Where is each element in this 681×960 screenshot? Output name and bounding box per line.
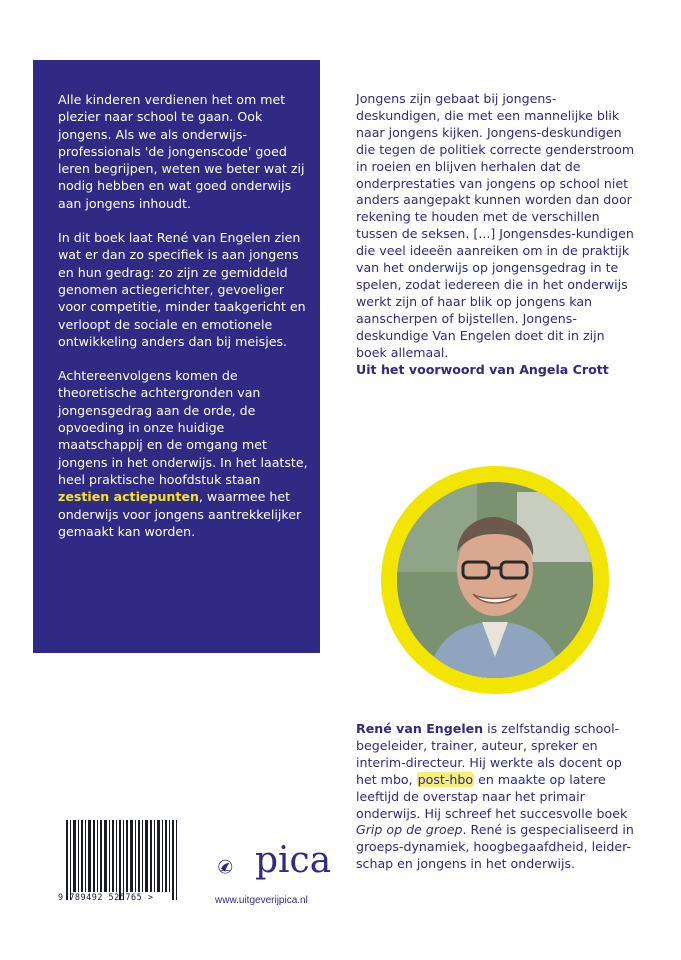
bio-text-1: is zelfstandig school-begeleider, trainer, auteur, spreker en interim-directeur. Hij werkte als docent op het mbo, <box>356 721 622 787</box>
post-hbo-highlight: post-hbo <box>417 771 474 787</box>
paragraph-3-before: Achtereenvolgens komen de theoretische achtergronden van jongensgedrag aan de orde, de opvoeding in onze huidige maatschappij en de omgang met jongens in het onderwijs. In het laatste, heel praktische hoofdstuk staan <box>58 368 308 487</box>
publisher-name: pica <box>255 840 332 881</box>
paragraph-3-after: , waarmee het onderwijs voor jongens aantrekkelijker gemaakt kan worden. <box>58 489 302 539</box>
panel-paragraph-3 <box>58 367 308 540</box>
panel-text <box>58 91 308 557</box>
foreword-quote-block <box>356 91 636 378</box>
panel-paragraph-2: In dit boek laat René van Engelen zien wat er dan zo specifiek is aan jongens en hun gedrag: zo zijn ze gemiddeld genomen actiegerichter, gevoeliger voor competitie, minder taakgericht en verloopt de sociale en emotionele ontwikkeling anders dan bij meisjes. <box>58 230 306 349</box>
author-portrait-illustration <box>397 482 593 678</box>
foreword-quote: Jongens zijn gebaat bij jongens-deskundigen, die met een mannelijke blik naar jongens kijken. Jongens-deskundigen die tegen de politiek correcte genderstroom in roeien en blijven herhalen dat de onderprestaties van jongens op school niet anders aangepakt kunnen worden dan door rekening te houden met de verschillen tussen de seksen. [...] Jongensdes-kundigen die veel ideeën aanreiken om in de praktijk van het onderwijs op jongensgedrag in te spelen, zodat iedereen die in het onderwijs werkt zijn of haar blik op jongens kan aanscherpen of bijstellen. Jongens-deskundige Van Engelen doet dit in zijn boek allemaal. <box>356 91 635 360</box>
author-name: René van Engelen <box>356 721 484 736</box>
isbn-number: 9 789492 525765 > <box>58 893 154 903</box>
action-points-highlight: zestien actiepunten <box>58 489 199 505</box>
foreword-attribution: Uit het voorwoord van Angela Crott <box>356 361 609 377</box>
pica-logo-icon <box>218 842 258 892</box>
author-bio-text <box>356 721 646 873</box>
publisher-url: www.uitgeverijpica.nl <box>215 895 308 906</box>
book-title: Grip op de groep <box>356 822 463 838</box>
author-photo <box>397 482 593 678</box>
author-bio <box>356 721 646 873</box>
bio-text-3: . René is gespecialiseerd in groeps-dynamiek, hoogbegaafdheid, leider-schap en jongens in het onderwijs. <box>356 822 634 872</box>
panel-paragraph-1: Alle kinderen verdienen het om met plezier naar school te gaan. Ook jongens. Als we als onderwijs-professionals 'de jongenscode' goed leren begrijpen, weten we beter wat zij nodig hebben en wat goed onderwijs aan jongens inhoudt. <box>58 92 305 211</box>
isbn-barcode <box>66 820 178 900</box>
bio-text-2: en maakte op latere leeftijd de overstap naar het primair onderwijs. Hij schreef het succesvolle boek <box>356 771 628 821</box>
